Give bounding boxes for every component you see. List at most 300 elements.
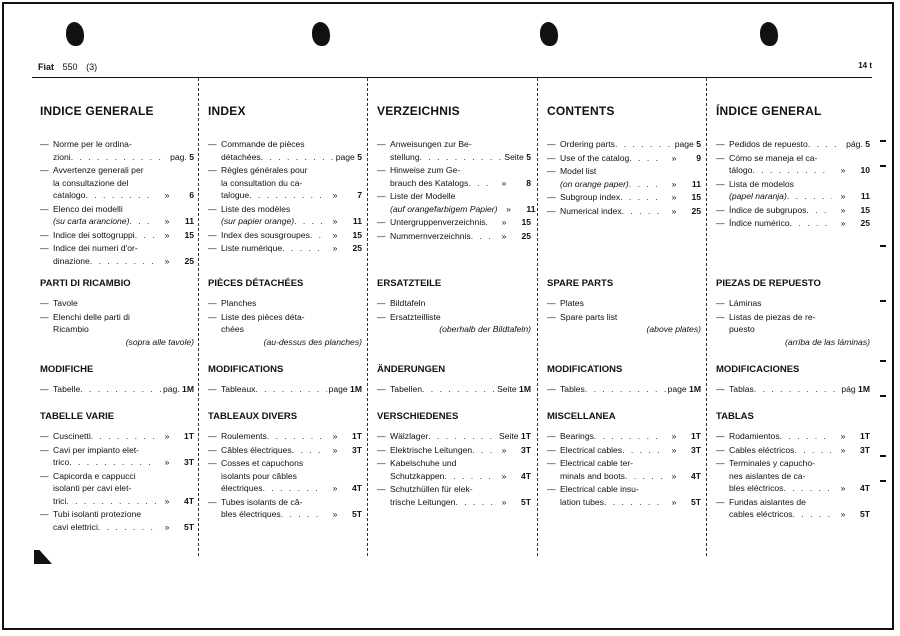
index-entry[interactable] xyxy=(716,152,870,177)
ditto-mark: » xyxy=(164,495,170,506)
index-entry[interactable] xyxy=(547,483,701,508)
entry-text: détachées xyxy=(221,151,261,162)
entry-text: trico xyxy=(53,457,70,467)
entry-dash: — xyxy=(208,298,217,308)
ditto-mark: » xyxy=(501,177,507,188)
dot-leader xyxy=(604,496,663,509)
page-number: 1T xyxy=(351,431,362,441)
entry-body xyxy=(560,191,701,204)
page-number: 1M xyxy=(516,384,531,394)
entry-dash: — xyxy=(40,509,49,519)
index-entry[interactable] xyxy=(377,483,531,508)
dot-leader xyxy=(620,191,663,204)
entry-text: puesto xyxy=(729,324,755,334)
entry-text: brauch des Katalogs xyxy=(390,177,469,188)
entry-body xyxy=(390,457,531,482)
entry-text: Tablas xyxy=(729,384,754,394)
entry-text: cables eléctricos xyxy=(729,509,793,519)
entry-body xyxy=(729,204,870,217)
entry-row xyxy=(729,164,870,177)
entry-text: (on orange paper) xyxy=(560,178,629,189)
ditto-mark: » xyxy=(164,431,170,441)
page-number: 5 xyxy=(354,151,362,162)
page-number: 1M xyxy=(686,384,701,394)
index-entry[interactable] xyxy=(40,164,194,202)
index-entry[interactable] xyxy=(377,216,531,229)
entry-text: la consultation du ca- xyxy=(221,177,303,188)
entry-text: électriques xyxy=(221,483,263,493)
section-title: PIÈCES DÉTACHÉES xyxy=(208,278,304,289)
dot-leader xyxy=(294,215,324,228)
index-entry[interactable] xyxy=(547,138,701,151)
index-entry[interactable] xyxy=(40,311,194,349)
entry-body xyxy=(53,138,194,163)
entry-dash: — xyxy=(208,431,217,441)
index-entry[interactable] xyxy=(547,297,701,310)
entry-body xyxy=(729,496,870,521)
index-entry[interactable] xyxy=(40,383,194,396)
entry-text: Indice dei sottogruppi xyxy=(53,229,135,240)
entry-dash: — xyxy=(377,165,386,175)
entry-text: bles eléctricos xyxy=(729,483,784,493)
page-number: 5 xyxy=(523,151,531,162)
entry-text: Ricambio xyxy=(53,324,89,334)
entry-row xyxy=(53,456,194,469)
page-number: 1T xyxy=(859,431,870,441)
entry-text: Avvertenze generali per xyxy=(53,165,144,175)
entry-dash: — xyxy=(208,165,217,175)
index-section xyxy=(377,278,531,337)
index-column xyxy=(369,78,537,556)
page-label: page xyxy=(674,139,694,149)
index-entry[interactable] xyxy=(208,444,362,457)
dot-leader xyxy=(468,177,493,190)
entry-body xyxy=(221,297,362,310)
dot-leader xyxy=(267,430,324,443)
index-entry[interactable] xyxy=(208,203,362,228)
entry-body xyxy=(390,230,531,243)
index-entry[interactable] xyxy=(716,430,870,443)
entry-row xyxy=(390,177,531,190)
page-label: pág. xyxy=(846,139,863,149)
index-entry[interactable] xyxy=(377,164,531,189)
ditto-mark: » xyxy=(671,444,677,455)
page-number: 25 xyxy=(860,218,870,228)
entry-text: Índice de subgrupos xyxy=(729,204,807,215)
entry-row xyxy=(53,383,194,396)
entry-body xyxy=(53,164,194,202)
index-entry[interactable] xyxy=(40,297,194,310)
entry-body xyxy=(560,430,701,443)
page-number: 4T xyxy=(690,470,701,481)
page-number: 5T xyxy=(520,496,531,507)
dot-leader xyxy=(472,444,493,457)
index-column xyxy=(539,78,707,556)
page-number: 1T xyxy=(183,431,194,441)
entry-text: cavi elettrici xyxy=(53,521,98,532)
index-entry[interactable] xyxy=(716,496,870,521)
index-entry[interactable] xyxy=(547,191,701,204)
index-entry[interactable] xyxy=(716,311,870,349)
entry-row xyxy=(390,430,531,443)
page-label: page xyxy=(667,384,687,394)
ditto-mark: » xyxy=(332,509,338,519)
index-entry[interactable] xyxy=(40,508,194,533)
entry-body xyxy=(729,444,870,457)
entry-text: Kabelschuhe und xyxy=(390,458,457,468)
index-entry[interactable] xyxy=(40,444,194,469)
entry-body xyxy=(560,165,701,190)
index-entry[interactable] xyxy=(716,138,870,151)
entry-text: Commande de pièces xyxy=(221,139,305,149)
entry-row xyxy=(221,482,362,495)
index-entry[interactable] xyxy=(547,444,701,457)
page-number: 1T xyxy=(690,431,701,441)
entry-dash: — xyxy=(716,152,725,163)
ditto-mark: » xyxy=(501,230,507,241)
dot-leader xyxy=(585,383,666,396)
index-entry[interactable] xyxy=(547,152,701,165)
entry-body xyxy=(221,229,362,242)
index-section xyxy=(40,278,194,349)
entry-body xyxy=(729,178,870,203)
entry-dash: — xyxy=(377,298,386,308)
dot-leader xyxy=(794,444,832,457)
entry-row xyxy=(221,242,362,255)
model-number: 550 xyxy=(62,62,78,72)
entry-text: Listas de piezas de re- xyxy=(729,311,816,322)
entry-body xyxy=(560,297,701,310)
entry-text: Nummernverzeichnis xyxy=(390,230,471,241)
index-entry[interactable] xyxy=(40,229,194,242)
entry-body xyxy=(53,444,194,469)
entry-text: minals and boots xyxy=(560,470,625,481)
entry-dash: — xyxy=(716,458,725,468)
index-entry[interactable] xyxy=(208,297,362,310)
entry-dash: — xyxy=(377,431,386,441)
page-number: 3T xyxy=(690,444,701,455)
entry-text: (auf orangefarbigem Papier) xyxy=(390,203,498,214)
index-entry[interactable] xyxy=(208,311,362,349)
dot-leader xyxy=(790,217,832,230)
entry-text: la consultazione del xyxy=(53,177,129,188)
entry-dash: — xyxy=(716,218,725,228)
index-entry[interactable] xyxy=(547,311,701,336)
entry-text: Roulements xyxy=(221,431,267,441)
entry-body xyxy=(390,311,531,336)
brand-label: Fiat xyxy=(38,62,55,72)
entry-text: Règles générales pour xyxy=(221,165,308,175)
entry-dash: — xyxy=(547,166,556,176)
entry-dash: — xyxy=(208,444,217,455)
entry-body xyxy=(560,152,701,165)
entry-text: Tableaux xyxy=(221,384,256,394)
ditto-mark: » xyxy=(164,190,170,200)
entry-dash: — xyxy=(208,229,217,240)
entry-text: isolants pour câbles xyxy=(221,470,297,481)
entry-body xyxy=(729,311,870,349)
entry-text: Index des sousgroupes xyxy=(221,229,310,240)
dot-leader xyxy=(249,189,324,202)
index-entry[interactable] xyxy=(377,311,531,336)
ditto-mark: » xyxy=(332,483,338,493)
index-entry[interactable] xyxy=(377,190,536,215)
entry-row xyxy=(53,151,194,164)
entry-text: Tubes isolants de câ- xyxy=(221,496,303,507)
index-entry[interactable] xyxy=(208,138,362,163)
entry-row xyxy=(560,383,701,396)
entry-row xyxy=(390,230,531,243)
entry-dash: — xyxy=(716,311,725,322)
ditto-mark: » xyxy=(501,470,507,481)
entry-dash: — xyxy=(40,384,49,394)
entry-dash: — xyxy=(377,191,386,201)
entry-dash: — xyxy=(716,444,725,455)
entry-body xyxy=(221,430,362,443)
index-entry[interactable] xyxy=(208,229,362,242)
entry-dash: — xyxy=(40,165,49,175)
ditto-mark: » xyxy=(332,444,338,455)
ditto-mark: » xyxy=(671,205,677,216)
entry-row xyxy=(390,151,531,164)
index-entry[interactable] xyxy=(377,383,531,396)
page-number: 15 xyxy=(184,229,194,240)
entry-row xyxy=(390,470,531,483)
index-entry[interactable] xyxy=(547,165,701,190)
index-section xyxy=(40,411,194,534)
page-number: 15 xyxy=(691,192,701,202)
index-entry[interactable] xyxy=(40,138,194,163)
entry-row xyxy=(729,430,870,443)
entry-row xyxy=(221,430,362,443)
column-title: ÍNDICE GENERAL xyxy=(716,104,822,118)
entry-text: Liste der Modelle xyxy=(390,191,456,201)
entry-row xyxy=(390,203,536,216)
index-entry[interactable] xyxy=(377,230,531,243)
ditto-mark: » xyxy=(840,431,846,441)
entry-text: Use of the catalog xyxy=(560,152,630,163)
section-title: TABLEAUX DIVERS xyxy=(208,411,298,422)
punch-hole-mark xyxy=(540,22,558,46)
dot-leader xyxy=(135,229,156,242)
edge-tick xyxy=(880,300,886,302)
page-number: 15 xyxy=(521,217,531,227)
entry-row xyxy=(560,444,701,457)
entry-body xyxy=(221,203,362,228)
index-entry[interactable] xyxy=(377,297,531,310)
index-entry[interactable] xyxy=(547,205,701,218)
section-title: TABLAS xyxy=(716,411,754,422)
index-entry[interactable] xyxy=(547,383,701,396)
entry-text: Electrical cable ter- xyxy=(560,458,634,468)
entry-body xyxy=(221,311,362,349)
entry-body xyxy=(221,383,362,396)
entry-body xyxy=(221,444,362,457)
entry-dash: — xyxy=(377,458,386,468)
entry-dash: — xyxy=(208,311,217,322)
entry-body xyxy=(53,311,194,349)
entry-body xyxy=(390,383,531,396)
dot-leader xyxy=(754,383,839,396)
dot-leader xyxy=(90,255,156,268)
index-entry[interactable] xyxy=(40,470,194,508)
entry-dash: — xyxy=(716,204,725,215)
entry-row xyxy=(560,191,701,204)
entry-row xyxy=(729,482,870,495)
page-number: 7 xyxy=(357,190,362,200)
section-title: VERSCHIEDENES xyxy=(377,411,459,422)
entry-dash: — xyxy=(377,311,386,322)
index-entry[interactable] xyxy=(40,430,194,443)
entry-dash: — xyxy=(40,311,49,322)
entry-dash: — xyxy=(547,311,556,322)
index-section xyxy=(377,138,536,243)
entry-dash: — xyxy=(716,178,725,189)
entry-dash: — xyxy=(377,217,386,227)
page-number: 5T xyxy=(859,509,870,519)
entry-dash: — xyxy=(40,298,49,308)
page-number: 4T xyxy=(351,483,362,493)
page-number: 3T xyxy=(351,444,362,455)
entry-row xyxy=(729,190,870,203)
entry-text: Schutzkappen xyxy=(390,470,445,481)
ditto-mark: » xyxy=(164,255,170,266)
ditto-mark: » xyxy=(164,521,170,532)
index-entry[interactable] xyxy=(208,496,362,521)
index-entry[interactable] xyxy=(208,242,362,255)
entry-body xyxy=(560,311,701,336)
index-entry[interactable] xyxy=(377,457,531,482)
index-entry[interactable] xyxy=(40,203,194,228)
entry-text: Fundas aislantes de xyxy=(729,496,806,507)
entry-dash: — xyxy=(40,203,49,214)
index-entry[interactable] xyxy=(208,164,362,202)
index-entry[interactable] xyxy=(377,138,531,163)
page-number: 11 xyxy=(352,216,362,226)
entry-text: lation tubes xyxy=(560,496,604,507)
edge-tick xyxy=(880,245,886,247)
entry-dash: — xyxy=(377,484,386,494)
entry-body xyxy=(729,383,870,396)
index-entry[interactable] xyxy=(716,204,870,217)
entry-row xyxy=(221,383,362,396)
entry-body xyxy=(729,297,870,310)
dot-leader xyxy=(793,508,832,521)
entry-body xyxy=(221,138,362,163)
index-section xyxy=(377,411,531,509)
page-number: 5 xyxy=(186,151,194,162)
page-reference: 14 t xyxy=(858,61,872,70)
dot-leader xyxy=(281,508,324,521)
section-title: PARTI DI RICAMBIO xyxy=(40,278,131,289)
dot-leader xyxy=(282,242,324,255)
entry-text: Cosses et capuchons xyxy=(221,458,304,468)
ditto-mark: » xyxy=(164,216,170,226)
entry-body xyxy=(53,430,194,443)
entry-row xyxy=(729,444,870,457)
entry-row xyxy=(390,216,531,229)
ditto-mark: » xyxy=(671,152,677,163)
ditto-mark: » xyxy=(164,229,170,240)
entry-dash: — xyxy=(208,203,217,214)
entry-text: Numerical index xyxy=(560,205,622,216)
index-entry[interactable] xyxy=(716,383,870,396)
entry-text: Anweisungen zur Be- xyxy=(390,139,472,149)
entry-dash: — xyxy=(40,139,49,149)
column-title: VERZEICHNIS xyxy=(377,104,460,118)
entry-dash: — xyxy=(208,458,217,468)
index-entry[interactable] xyxy=(716,217,870,230)
entry-row xyxy=(221,444,362,457)
page-number: 10 xyxy=(860,165,870,175)
entry-body xyxy=(390,190,536,215)
entry-dash: — xyxy=(547,484,556,494)
section-title: MODIFICATIONS xyxy=(208,364,284,375)
index-entry[interactable] xyxy=(547,457,701,482)
entry-text: Elenchi delle parti di xyxy=(53,311,130,322)
index-entry[interactable] xyxy=(716,297,870,310)
ditto-mark: » xyxy=(671,470,677,481)
entry-text: Rodamientos xyxy=(729,431,780,441)
dot-leader xyxy=(808,138,844,151)
index-entry[interactable] xyxy=(208,457,362,495)
entry-row xyxy=(221,215,362,228)
page-label: page xyxy=(328,384,348,394)
entry-body xyxy=(390,216,531,229)
index-entry[interactable] xyxy=(208,383,362,396)
entry-dash: — xyxy=(547,152,556,163)
index-column xyxy=(32,78,200,556)
ditto-mark: » xyxy=(671,431,677,441)
index-entry[interactable] xyxy=(377,430,531,443)
entry-text: bles électriques xyxy=(221,509,281,519)
entry-text: Subgroup index xyxy=(560,192,621,202)
dot-leader xyxy=(129,215,156,228)
index-entry[interactable] xyxy=(377,444,531,457)
entry-note: (arriba de las láminas) xyxy=(784,336,870,347)
index-entry[interactable] xyxy=(716,457,870,495)
ditto-mark: » xyxy=(840,444,846,455)
entry-text: Cómo se maneja el ca- xyxy=(729,152,818,163)
ditto-mark: » xyxy=(840,218,846,228)
entry-row xyxy=(560,496,701,509)
entry-dash: — xyxy=(716,496,725,507)
entry-body xyxy=(560,205,701,218)
index-entry[interactable] xyxy=(716,444,870,457)
entry-row xyxy=(729,383,870,396)
index-section xyxy=(208,278,362,349)
index-entry[interactable] xyxy=(716,178,870,203)
index-entry[interactable] xyxy=(547,430,701,443)
page-number: 5 xyxy=(862,139,870,149)
index-entry[interactable] xyxy=(40,242,194,267)
dot-leader xyxy=(422,383,495,396)
page-number: 1M xyxy=(855,384,870,394)
entry-body xyxy=(390,444,531,457)
entry-text: Untergruppenverzeichnis xyxy=(390,217,486,227)
ditto-mark: » xyxy=(332,431,338,441)
page-number: 3T xyxy=(183,457,194,467)
entry-body xyxy=(221,457,362,495)
entry-row xyxy=(53,229,194,242)
entry-body xyxy=(729,138,870,151)
index-column xyxy=(200,78,368,556)
section-title: ERSATZTEILE xyxy=(377,278,442,289)
entry-text: chées xyxy=(221,324,244,334)
entry-text: nes aislantes de ca- xyxy=(729,470,806,481)
index-entry[interactable] xyxy=(208,430,362,443)
entry-text: isolanti per cavi elet- xyxy=(53,483,132,493)
